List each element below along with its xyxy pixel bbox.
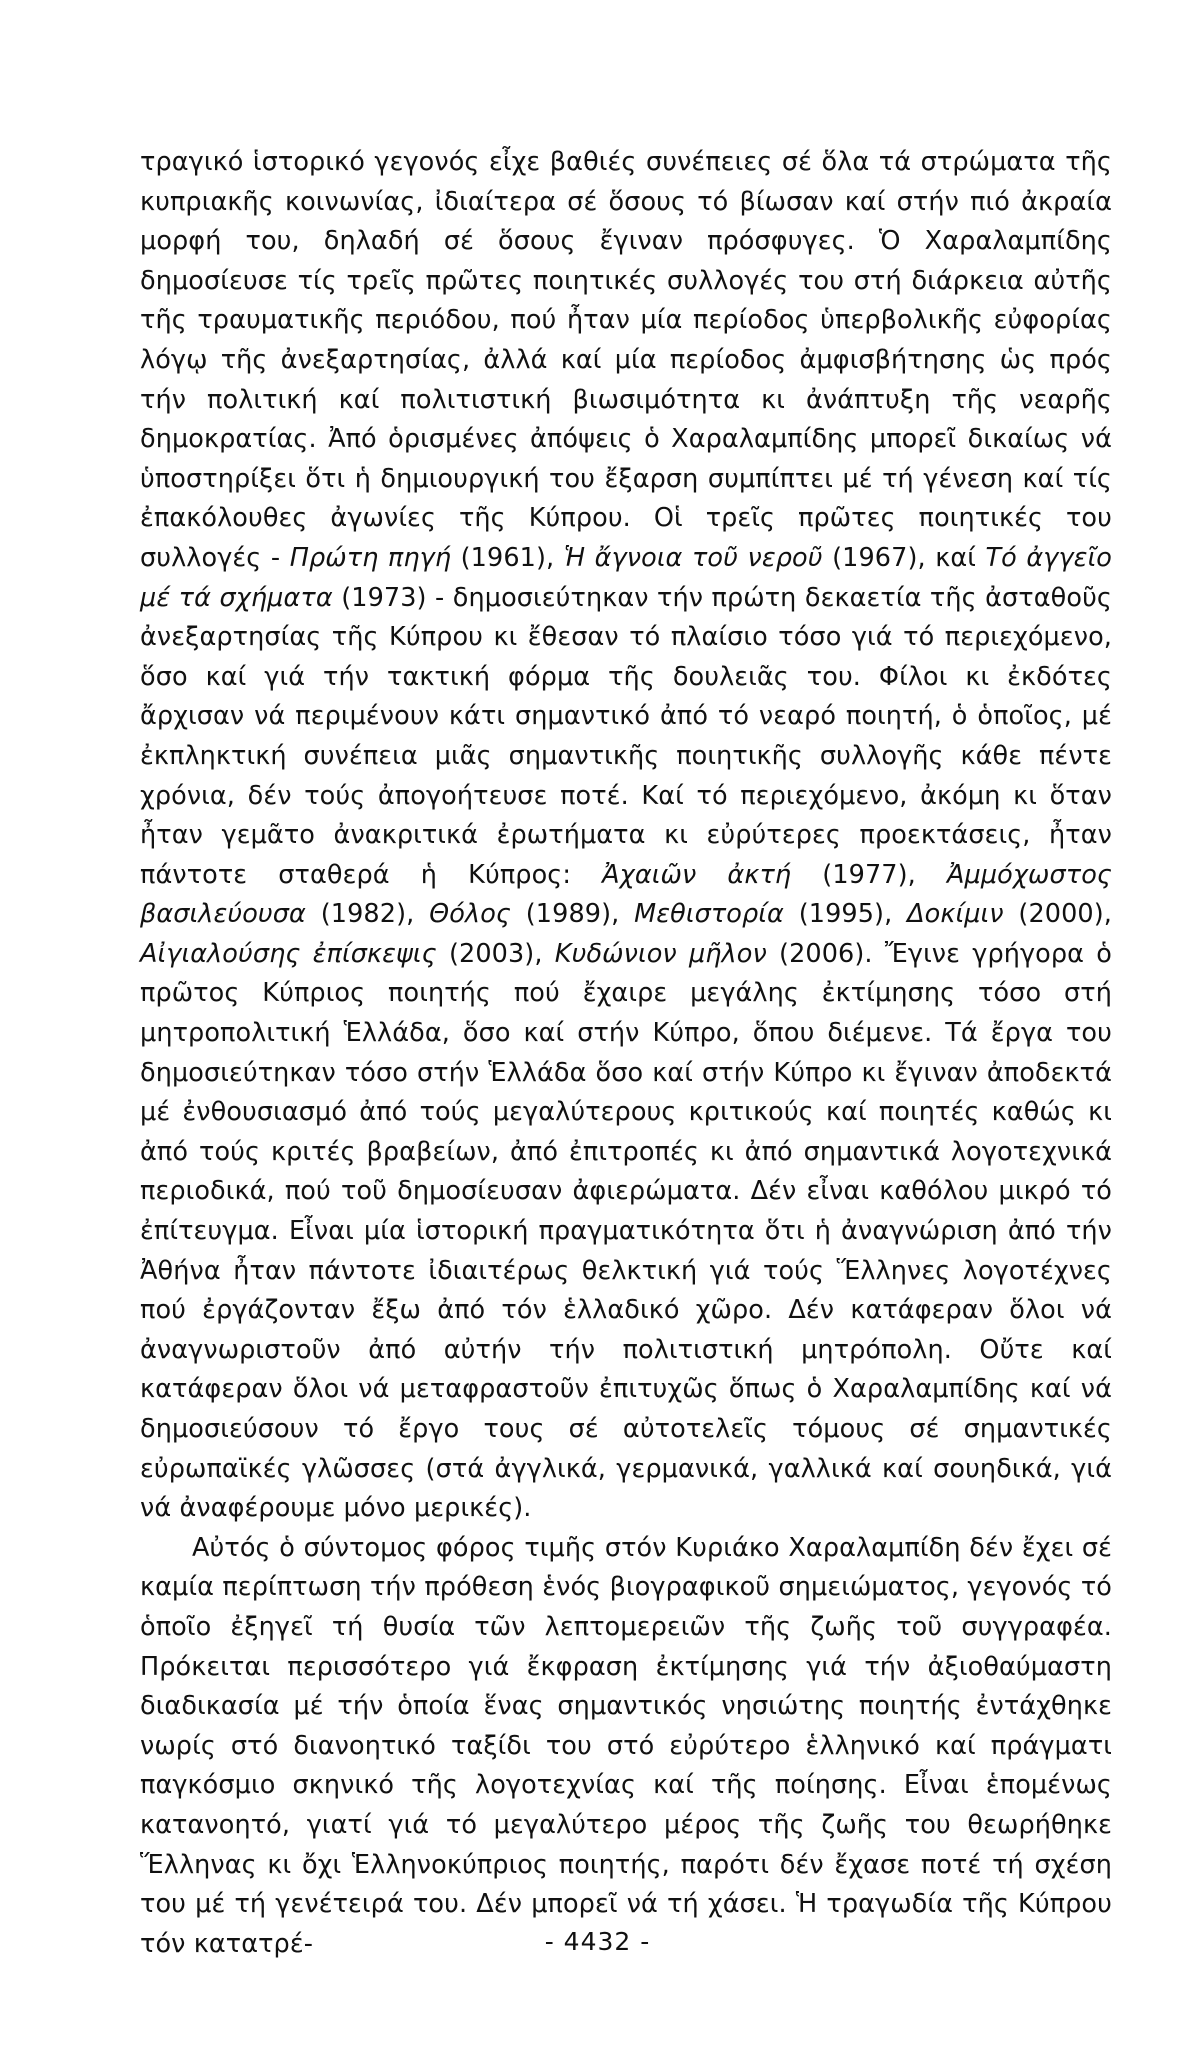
body-text-run: τραγικό ἱστορικό γεγονός εἶχε βαθιές συνέπειες σέ ὅλα τά στρώματα τῆς κυπριακῆς κοινωνίας, ἰδιαίτερα σέ ὅσους τό βίωσαν καί στήν πιό ἀκραία μορφή του, δηλαδή σέ ὅσους ἔγιναν πρόσφυγες. Ὁ Χαραλαμπίδης δημοσίευσε τίς τρεῖς πρῶτες ποιητικές συλλογές του στή διάρκεια αὐτῆς τῆς τραυματικῆς περιόδου, πού ἦταν μία περίοδος ὑπερβολικῆς εὐφορίας λόγῳ τῆς ἀνεξαρτησίας, ἀλλά καί μία περίοδος ἀμφισβήτησης ὡς πρός τήν πολιτική καί πολιτιστική βιωσιμότητα κι ἀνάπτυξη τῆς νεαρῆς δημοκρατίας. Ἀπό ὁρισμένες ἀπόψεις ὁ Χαραλαμπίδης μπορεῖ δικαίως νά ὑποστηρίξει ὅτι ἡ δημιουργική του ἔξαρση συμπίπτει μέ τή γένεση καί τίς ἐπακόλουθες ἀγωνίες τῆς Κύπρου. Οἱ τρεῖς πρῶτες ποιητικές του συλλογές -	[140, 147, 1112, 573]
italic-title-text: Μεθιστορία	[634, 899, 784, 930]
body-text-run: (2003),	[436, 938, 555, 969]
body-text-run: Αὐτός ὁ σύντομος φόρος τιμῆς στόν Κυριάκο Χαραλαμπίδη δέν ἔχει σέ καμία περίπτωση τήν πρόθεση ἑνός βιογραφικοῦ σημειώματος, γεγονός τό ὁποῖο ἐξηγεῖ τή θυσία τῶν λεπτομερειῶν τῆς ζωῆς τοῦ συγγραφέα. Πρόκειται περισσότερο γιά ἔκφραση ἐκτίμησης γιά τήν ἀξιοθαύμαστη διαδικασία μέ τήν ὁποία ἕνας σημαντικός νησιώτης ποιητής ἐντάχθηκε νωρίς στό διανοητικό ταξίδι του στό εὐρύτερο ἑλληνικό καί πράγματι παγκόσμιο σκηνικό τῆς λογοτεχνίας καί τῆς ποίησης. Εἶναι ἑπομένως κατανοητό, γιατί γιά τό μεγαλύτερο μέρος τῆς ζωῆς του θεωρήθηκε Ἕλληνας κι ὄχι Ἑλληνοκύπριος ποιητής, παρότι δέν ἔχασε ποτέ τή σχέση του μέ τή γενέτειρά του. Δέν μπορεῖ νά τή χάσει. Ἡ τραγωδία τῆς Κύπρου τόν κατατρέ-	[140, 1532, 1112, 1959]
italic-title-text: Ἡ ἄγνοια τοῦ νεροῦ	[563, 542, 823, 573]
body-text-run: (1982),	[305, 899, 430, 930]
italic-title-text: Τό ἀγγεῖο μέ τά σχήματα	[140, 542, 1112, 613]
body-text-run: (1961),	[451, 542, 564, 573]
body-text-run: (1995),	[783, 899, 908, 930]
italic-title-text: Ἀμμόχωστος βασιλεύουσα	[140, 859, 1112, 930]
body-text-run: (1989),	[510, 899, 635, 930]
body-text-run: (1967), καί	[822, 542, 986, 573]
italic-title-text: Ἀχαιῶν ἀκτή	[602, 859, 792, 890]
italic-title-text: Πρώτη πηγή	[289, 542, 452, 573]
body-text-run: (2000),	[1003, 899, 1112, 930]
body-text	[140, 143, 1112, 1964]
paragraph	[140, 1529, 1112, 1965]
italic-title-text: Θόλος	[429, 899, 511, 930]
italic-title-text: Κυδώνιον μῆλον	[554, 938, 767, 969]
page-number: - 4432 -	[544, 1927, 651, 1956]
paragraph	[140, 143, 1112, 1529]
body-text-run: (2006). Ἔγινε γρήγορα ὁ πρῶτος Κύπριος ποιητής πού ἔχαιρε μεγάλης ἐκτίμησης τόσο στή μητροπολιτική Ἑλλάδα, ὅσο καί στήν Κύπρο, ὅπου διέμενε. Τά ἔργα του δημοσιεύτηκαν τόσο στήν Ἑλλάδα ὅσο καί στήν Κύπρο κι ἔγιναν ἀποδεκτά μέ ἐνθουσιασμό ἀπό τούς μεγαλύτερους κριτικούς καί ποιητές καθώς κι ἀπό τούς κριτές βραβείων, ἀπό ἐπιτροπές κι ἀπό σημαντικά λογοτεχνικά περιοδικά, πού τοῦ δημοσίευσαν ἀφιερώματα. Δέν εἶναι καθόλου μικρό τό ἐπίτευγμα. Εἶναι μία ἱστορική πραγματικότητα ὅτι ἡ ἀναγνώριση ἀπό τήν Ἀθήνα ἦταν πάντοτε ἰδιαιτέρως θελκτική γιά τούς Ἕλληνες λογοτέχνες πού ἐργάζονταν ἔξω ἀπό τόν ἑλλαδικό χῶρο. Δέν κατάφεραν ὅλοι νά ἀναγνωριστοῦν ἀπό αὐτήν τήν πολιτιστική μητρόπολη. Οὔτε καί κατάφεραν ὅλοι νά μεταφραστοῦν ἐπιτυχῶς ὅπως ὁ Χαραλαμπίδης καί νά δημοσιεύσουν τό ἔργο τους σέ αὐτοτελεῖς τόμους σέ σημαντικές εὐρωπαϊκές γλῶσσες (στά ἀγγλικά, γερμανικά, γαλλικά καί σουηδικά, γιά νά ἀναφέρουμε μόνο μερικές).	[140, 938, 1113, 1524]
italic-title-text: Δοκίμιν	[907, 899, 1004, 930]
italic-title-text: Αἰγιαλούσης ἐπίσκεψις	[140, 938, 437, 969]
body-text-run: (1973) - δημοσιεύτηκαν τήν πρώτη δεκαετία τῆς ἀσταθοῦς ἀνεξαρτησίας τῆς Κύπρου κι ἔθεσαν τό πλαίσιο τόσο γιά τό περιεχόμενο, ὅσο καί γιά τήν τακτική φόρμα τῆς δουλειᾶς του. Φίλοι κι ἐκδότες ἄρχισαν νά περιμένουν κάτι σημαντικό ἀπό τό νεαρό ποιητή, ὁ ὁποῖος, μέ ἐκπληκτική συνέπεια μιᾶς σημαντικῆς ποιητικῆς συλλογῆς κάθε πέντε χρόνια, δέν τούς ἀπογοήτευσε ποτέ. Καί τό περιεχόμενο, ἀκόμη κι ὅταν ἦταν γεμᾶτο ἀνακριτικά ἐρωτήματα κι εὐρύτερες προεκτάσεις, ἦταν πάντοτε σταθερά ἡ Κύπρος:	[140, 582, 1112, 890]
body-text-run: (1977),	[791, 859, 947, 890]
